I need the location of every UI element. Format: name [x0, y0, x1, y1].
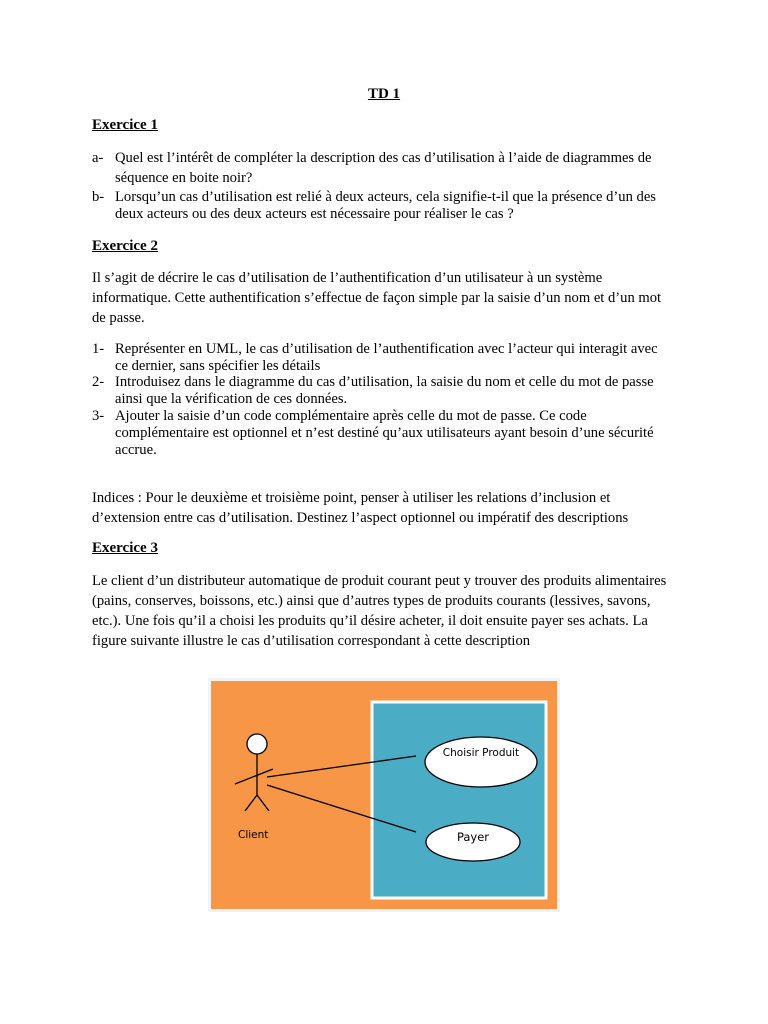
item-marker: 2- [92, 374, 105, 390]
exercise-3-heading: Exercice 3 [92, 540, 158, 556]
exercise-1-item-b [92, 189, 672, 223]
item-marker: b- [92, 189, 105, 205]
system-boundary [372, 702, 546, 898]
item-marker: 3- [92, 408, 105, 424]
use-case-choisir-produit-label: Choisir Produit [442, 747, 520, 759]
exercise-2-item-1 [92, 341, 672, 375]
use-case-diagram-svg [208, 678, 560, 912]
exercise-1-item-a [92, 148, 672, 188]
item-text: Ajouter la saisie d’un code complémentaire après celle du mot de passe. Ce code complémentaire est optionnel et n’est destiné qu’aux utilisateurs ayant besoin d’une sécurité accrue. [115, 408, 654, 458]
actor-label: Client [238, 829, 269, 841]
exercise-2-hint: Indices : Pour le deuxième et troisième point, penser à utiliser les relations d’inclusion et d’extension entre cas d’utilisation. Destinez l’aspect optionnel ou impératif des descriptions [92, 490, 629, 526]
actor-head [247, 734, 267, 754]
exercise-2-item-2 [92, 374, 672, 408]
exercise-2-heading: Exercice 2 [92, 238, 158, 254]
exercise-1-heading: Exercice 1 [92, 117, 158, 133]
use-case-payer-label: Payer [456, 830, 490, 844]
exercise-2-intro: Il s’agit de décrire le cas d’utilisation de l’authentification d’un utilisateur à un système informatique. Cette authentification s’effectue de façon simple par la saisie d’un nom et d’un mot de passe. [92, 270, 662, 326]
page-title: TD 1 [367, 86, 401, 102]
item-text: Quel est l’intérêt de compléter la description des cas d’utilisation à l’aide de diagrammes de séquence en boite noir? [115, 150, 652, 186]
item-marker: a- [92, 150, 104, 166]
use-case-choisir-produit [425, 737, 537, 787]
item-marker: 1- [92, 341, 105, 357]
exercise-2-item-3 [92, 408, 672, 459]
item-text: Représenter en UML, le cas d’utilisation de l’authentification avec l’acteur qui interagit avec ce dernier, sans spécifier les détails [115, 341, 658, 374]
item-text: Introduisez dans le diagramme du cas d’utilisation, la saisie du nom et celle du mot de passe ainsi que la vérification de ces données. [115, 374, 654, 407]
use-case-diagram [208, 678, 560, 912]
item-text: Lorsqu’un cas d’utilisation est relié à deux acteurs, cela signifie-t-il que la présence d’un des deux acteurs ou des deux acteurs est nécessaire pour réaliser le cas ? [115, 189, 656, 222]
exercise-3-intro: Le client d’un distributeur automatique de produit courant peut y trouver des produits alimentaires (pains, conserves, boissons, etc.) ainsi que d’autres types de produits courants (lessives, savons, etc.). Une fois qu’il a choisi les produits qu’il désire acheter, il doit ensuite payer ses achats. La figure suivante illustre le cas d’utilisation correspondant à cette description [92, 573, 667, 649]
